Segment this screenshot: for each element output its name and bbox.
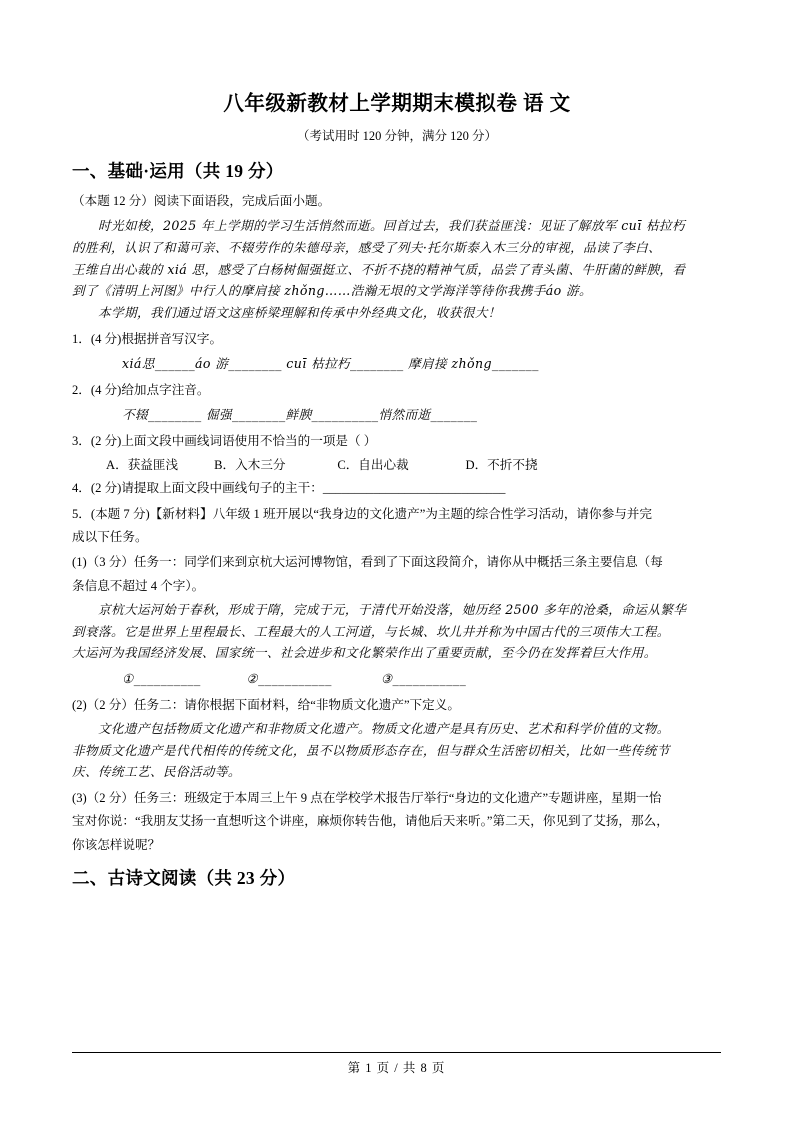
passage-1-line-3: 王维自出心裁的 xiá 思，感受了白杨树倔强挺立、不折不挠的精神气质，品尝了青头菌、牛肝菌的鲜腴，看	[72, 261, 686, 277]
passage-2-line-3: 大运河为我国经济发展、国家统一、社会进步和文化繁荣作出了重要贡献，至今仍在发挥着巨大作用。	[72, 645, 657, 661]
question-5-1-line-2: 条信息不超过 4 个字）。	[72, 578, 205, 593]
question-5-line-2: 成以下任务。	[72, 529, 148, 544]
option-a[interactable]: A．获益匪浅	[106, 458, 179, 473]
option-d[interactable]: D．不折不挠	[465, 458, 538, 473]
question-5-3-line-3: 你该怎样说呢？	[72, 837, 161, 852]
exam-info-line: （考试用时 120 分钟，满分 120 分）	[296, 129, 497, 143]
passage-3-line-3: 庆、传统工艺、民俗活动等。	[72, 764, 241, 780]
question-3-options	[72, 454, 722, 473]
blank-1[interactable]: ①__________	[122, 671, 201, 687]
page-number: 第 1 页 / 共 8 页	[347, 1061, 446, 1075]
footer-divider	[72, 1052, 721, 1053]
option-b[interactable]: B．入木三分	[214, 458, 286, 473]
question-5-3: (3)（2 分）任务三：班级定于本周三上午 9 点在学校学术报告厅举行“身边的文化遗产”专题讲座，星期一怡	[72, 791, 662, 806]
passage-3-line-2: 非物质文化遗产是代代相传的传统文化，虽不以物质形态存在，但与群众生活密切相关，比如一些传统节	[72, 742, 670, 758]
question-5-1: (1)（3 分）任务一：同学们来到京杭大运河博物馆，看到了下面这段简介，请你从中概括三条主要信息（每	[72, 555, 663, 570]
question-5: 5．(本题 7 分)【新材料】八年级 1 班开展以“我身边的文化遗产”为主题的综合性学习活动，请你参与并完	[72, 506, 652, 521]
section-heading-2: 二、古诗文阅读（共 23 分）	[72, 868, 296, 889]
question-1-answer-line[interactable]: xiá思______áo 游________ cuī 枯拉朽________ 摩肩接 zhǒng_______	[122, 356, 539, 372]
question-5-3-line-2: 宝对你说：“我朋友艾扬一直想听这个讲座，麻烦你转告他，请他后天来听。”第二天，你见到了艾扬，那么，	[72, 814, 669, 829]
passage-2	[72, 599, 722, 664]
passage-2-line-2: 到衰落。它是世界上里程最长、工程最大的人工河道，与长城、坎儿井并称为中国古代的三项伟大工程。	[72, 623, 670, 639]
question-2: 2．(4 分)给加点字注音。	[72, 382, 210, 397]
passage-2-line-1: 京杭大运河始于春秋，形成于隋，完成于元，于清代开始没落，她历经 2500 多年的沧桑，命运从繁华	[98, 602, 687, 618]
section-heading-1: 一、基础·运用（共 19 分）	[72, 161, 284, 181]
page-title: 八年级新教材上学期期末模拟卷 语 文	[223, 93, 571, 115]
question-5-2: (2)（2 分）任务二：请你根据下面材料，给“非物质文化遗产”下定义。	[72, 697, 460, 712]
question-3: 3．(2 分)上面文段中画线词语使用不恰当的一项是（ ）	[72, 433, 377, 448]
question-2-answer-line[interactable]: 不辍________ 倔强________鲜腴__________悄然而逝_______	[122, 407, 478, 423]
passage-1-line-4: 到了《清明上河图》中行人的摩肩接 zhǒng……浩瀚无垠的文学海洋等待你我携手áo 游。	[72, 283, 592, 299]
question-1: 1．(4 分)根据拼音写汉字。	[72, 331, 223, 346]
passage-1	[72, 215, 722, 323]
passage-1-line-5: 本学期，我们通过语文这座桥梁理解和传承中外经典文化，收获很大！	[98, 305, 501, 321]
page-footer	[72, 1052, 721, 1076]
option-c[interactable]: C．自出心裁	[337, 458, 409, 473]
document-body	[72, 86, 722, 898]
passage-3	[72, 718, 722, 783]
blank-3[interactable]: ③___________	[380, 671, 467, 687]
question-5-1-blanks[interactable]	[72, 668, 722, 690]
section1-intro: （本题 12 分）阅读下面语段，完成后面小题。	[72, 194, 331, 208]
passage-3-line-1: 文化遗产包括物质文化遗产和非物质文化遗产。物质文化遗产是具有历史、艺术和科学价值的文物。	[98, 721, 670, 737]
passage-1-line-2: 的胜利，认识了和蔼可亲、不辍劳作的朱德母亲，感受了列夫·托尔斯泰入木三分的审视，品读了李白、	[72, 240, 662, 256]
blank-2[interactable]: ②___________	[246, 671, 332, 687]
passage-1-line-1: 时光如梭，2025 年上学期的学习生活悄然而逝。回首过去，我们获益匪浅：见证了解放军 cuī 枯拉朽	[98, 218, 686, 234]
question-4[interactable]: 4．(2 分)请提取上面文段中画线句子的主干：_____________________________	[72, 481, 506, 496]
